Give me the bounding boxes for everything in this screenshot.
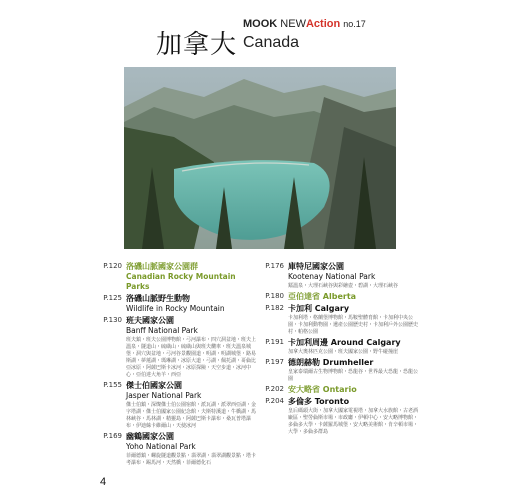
brand-new-text: NEW xyxy=(280,18,306,30)
toc-title-cn: 班夫國家公園 xyxy=(126,316,174,325)
toc-entry[interactable] xyxy=(258,262,422,290)
toc-entry[interactable] xyxy=(258,292,422,302)
page-title: 加拿大 xyxy=(156,30,238,60)
toc-title-cn: 德朗赫勒 Drumheller xyxy=(288,358,374,367)
toc-description: 菲爾德鎮・螺旋隧道觀景點・翡翠湖・翡翠湖觀景點・塔卡考瀑布・踢馬河・天然橋・菲爾德化石 xyxy=(126,453,257,466)
toc-title-cn: 多倫多 Toronto xyxy=(288,397,350,406)
toc-title-cn: 安大略省 Ontario xyxy=(288,385,357,394)
toc-page-number: P.169 xyxy=(103,432,122,440)
toc-title-en: Kootenay National Park xyxy=(288,272,376,281)
toc-page-number: P.191 xyxy=(265,338,284,346)
toc-description: 加拿大奧林匹克公園・班夫國家公園・野牛碰撞崖 xyxy=(288,349,399,355)
page-number: 4 xyxy=(100,476,107,488)
lake-photo xyxy=(124,67,396,249)
toc-page-number: P.180 xyxy=(265,292,284,300)
toc-page-number: P.130 xyxy=(103,316,122,324)
toc-entry[interactable] xyxy=(258,397,422,436)
toc-title-cn: 庫特尼國家公園 xyxy=(288,262,344,271)
toc-title-en: Wildlife in Rocky Mountain xyxy=(126,304,225,313)
toc-title-cn: 幽鶴國家公園 xyxy=(126,432,174,441)
toc-page-number: P.182 xyxy=(265,304,284,312)
page-subtitle: Canada xyxy=(243,34,300,51)
toc-entry[interactable] xyxy=(258,304,422,336)
toc-page-number: P.125 xyxy=(103,294,122,302)
landscape-illustration xyxy=(124,67,396,249)
toc-title-cn: 卡加利 Calgary xyxy=(288,304,350,313)
toc-title-en: Canadian Rocky Mountain Parks xyxy=(126,272,236,291)
toc-title-en: Banff National Park xyxy=(126,326,198,335)
toc-entry[interactable] xyxy=(258,385,422,395)
brand-mook-logo: MOOK xyxy=(243,18,278,30)
toc-entry[interactable] xyxy=(96,294,256,314)
toc-page-number: P.204 xyxy=(265,397,284,405)
toc-page-number: P.155 xyxy=(103,381,122,389)
toc-description: 皇后碼頭大街・加拿大國家電視塔・加拿大水族館・古老酒廠區・聖勞倫斯市場・市政廳・伊頓中心・安大略博物館・多倫多大學・卡薩羅馬城堡・安大略美術館・肯辛頓市場・大學・多倫多群島 xyxy=(288,408,419,435)
toc-title-en: Jasper National Park xyxy=(126,391,202,400)
toc-right-column xyxy=(258,262,422,438)
toc-title-cn: 洛磯山脈野生動物 xyxy=(126,294,190,303)
toc-page-number: P.197 xyxy=(265,358,284,366)
toc-entry[interactable] xyxy=(258,338,422,356)
toc-title-cn: 洛磯山脈國家公園群 xyxy=(126,262,198,271)
series-brand xyxy=(243,18,366,30)
toc-entry[interactable] xyxy=(96,432,256,467)
toc-title-cn: 傑士伯國家公園 xyxy=(126,381,182,390)
toc-description: 傑士伯鎮・深燦傑士伯公園宿館・派瓦湖・派翠西亞湖・金字塔湖・傑士伯國家公園紀念館・夫斯特溪道・牛橋湖・馬林峽谷・馬林湖・精靈島・阿薩巴斯卡瀑布・桑瓦普塔瀑布・伊迪絲卡維爾山・天使冰河 xyxy=(126,402,257,429)
toc-entry[interactable] xyxy=(96,262,256,292)
toc-entry[interactable] xyxy=(96,316,256,379)
issue-number: no.17 xyxy=(343,19,366,29)
toc-title-en: Yoho National Park xyxy=(126,442,196,451)
brand-action-text: Action xyxy=(305,18,341,30)
toc-description: 鐳溫泉・大理石峽谷與彩繪壺・碧湖・大理石峽谷 xyxy=(288,283,399,289)
toc-left-column xyxy=(96,262,256,469)
toc-title-cn: 卡加利周邊 Around Calgary xyxy=(288,338,401,347)
toc-page-number: P.120 xyxy=(103,262,122,270)
toc-description: 班夫鎮・班夫公園博物館・弓河瀑布・四穴洞盆地・班夫上溫泉・隧道山・硫磺山・硫磺山與班夫纜車・班夫溫泉城堡・洞穴與盆地・弓河谷景觀園道・明湖・明湖城堡・路易斯湖・夢蓮湖・瑪琳湖・冰原大道・弓湖・佩托湖・哥倫比亞冰原・阿薩巴斯卡冰河・冰原探險・天空步道・冰河中心・亞伯達大角羊・西亞 xyxy=(126,337,257,378)
toc-description: 皇家泰瑞爾古生物博物館・恐龍谷・世界最大恐龍・恐龍公園 xyxy=(288,369,419,382)
toc-page-number: P.202 xyxy=(265,385,284,393)
toc-description: 卡加利塔・格蘭堡博物館・馬鞍聖體育館・卡加利中央公園・卡加利動物園・遺產公園歷史村・卡加利戶外公園歷史村・帕格公園 xyxy=(288,315,419,335)
toc-entry[interactable] xyxy=(96,381,256,430)
toc-title-cn: 亞伯達省 Alberta xyxy=(288,292,357,301)
toc-entry[interactable] xyxy=(258,358,422,383)
toc-page-number: P.176 xyxy=(265,262,284,270)
